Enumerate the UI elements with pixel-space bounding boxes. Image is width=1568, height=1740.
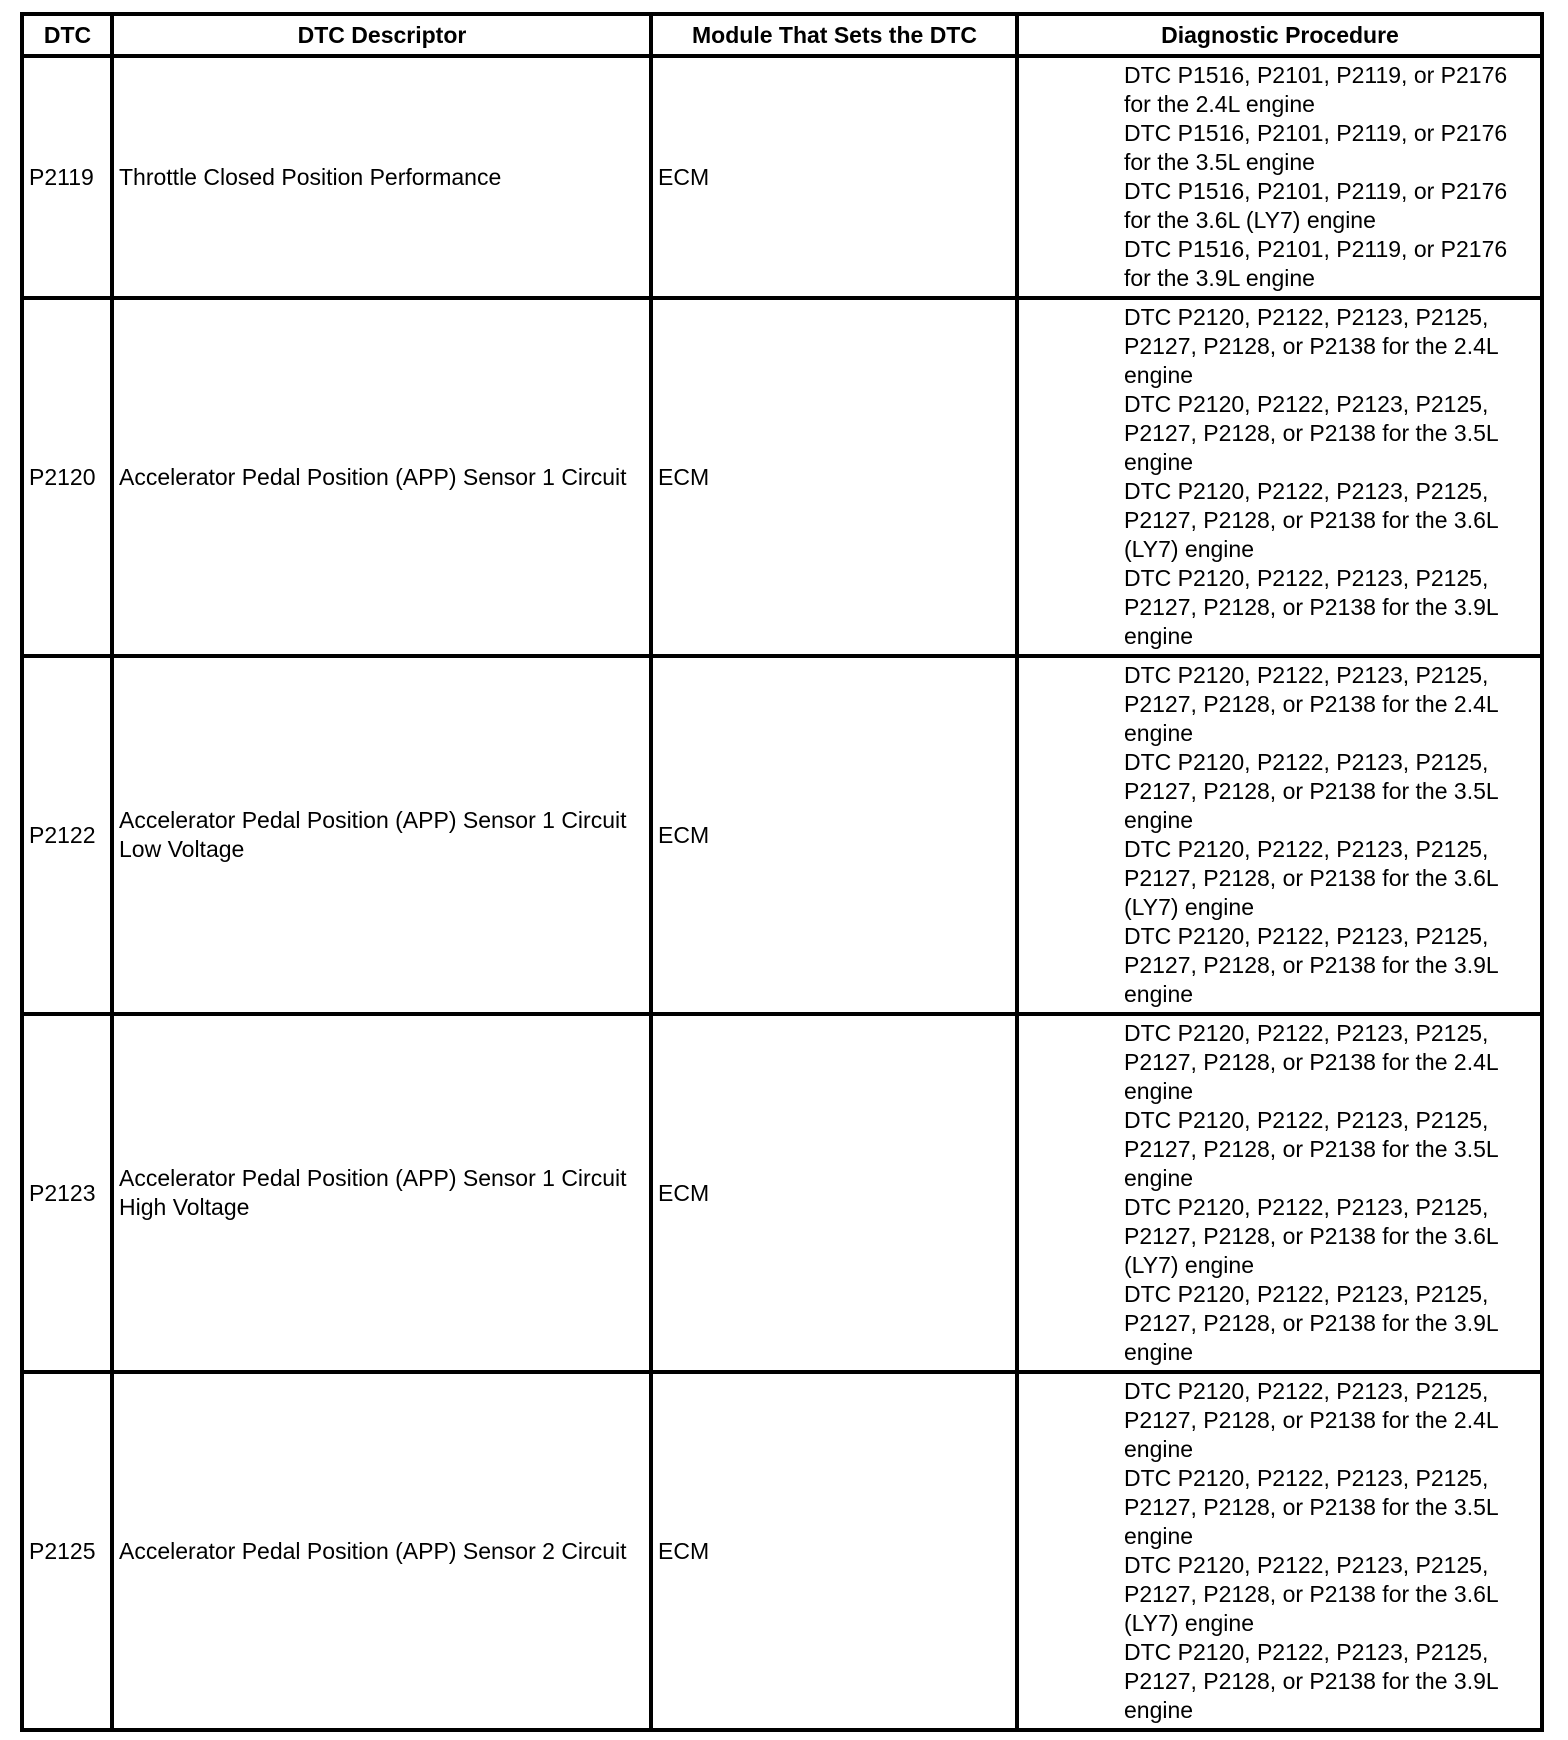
- dtc-descriptor: Accelerator Pedal Position (APP) Sensor 1 Circuit High Voltage: [112, 1014, 651, 1372]
- dtc-code: P2122: [22, 656, 112, 1014]
- dtc-code: P2119: [22, 56, 112, 298]
- procedure-link[interactable]: DTC P2120, P2122, P2123, P2125, P2127, P2128, or P2138 for the 3.9L engine: [1124, 1639, 1498, 1723]
- dtc-descriptor: Accelerator Pedal Position (APP) Sensor 1 Circuit Low Voltage: [112, 656, 651, 1014]
- procedure-link[interactable]: DTC P2120, P2122, P2123, P2125, P2127, P2128, or P2138 for the 3.6L (LY7) engine: [1124, 1552, 1498, 1636]
- procedure-link[interactable]: DTC P1516, P2101, P2119, or P2176 for the 3.6L (LY7) engine: [1124, 178, 1508, 233]
- table-row: [22, 1372, 1542, 1730]
- diagnostic-procedure: [1017, 656, 1542, 1014]
- dtc-descriptor: Accelerator Pedal Position (APP) Sensor 1 Circuit: [112, 298, 651, 656]
- dtc-code: P2125: [22, 1372, 112, 1730]
- header-dtc-descriptor: DTC Descriptor: [112, 14, 651, 56]
- header-dtc: DTC: [22, 14, 112, 56]
- header-row: [22, 14, 1542, 56]
- table-row: [22, 298, 1542, 656]
- module: ECM: [651, 1372, 1017, 1730]
- diagnostic-procedure: [1017, 298, 1542, 656]
- module: ECM: [651, 656, 1017, 1014]
- dtc-code: P2123: [22, 1014, 112, 1372]
- procedure-link[interactable]: DTC P1516, P2101, P2119, or P2176 for the 3.9L engine: [1124, 236, 1508, 291]
- procedure-link[interactable]: DTC P2120, P2122, P2123, P2125, P2127, P2128, or P2138 for the 3.6L (LY7) engine: [1124, 478, 1498, 562]
- diagnostic-procedure: [1017, 1014, 1542, 1372]
- procedure-link[interactable]: DTC P2120, P2122, P2123, P2125, P2127, P2128, or P2138 for the 2.4L engine: [1124, 1020, 1498, 1104]
- procedure-link[interactable]: DTC P2120, P2122, P2123, P2125, P2127, P2128, or P2138 for the 3.5L engine: [1124, 1465, 1498, 1549]
- header-module: Module That Sets the DTC: [651, 14, 1017, 56]
- procedure-link[interactable]: DTC P2120, P2122, P2123, P2125, P2127, P2128, or P2138 for the 3.5L engine: [1124, 391, 1498, 475]
- dtc-table: [20, 12, 1544, 1732]
- procedure-link[interactable]: DTC P2120, P2122, P2123, P2125, P2127, P2128, or P2138 for the 3.6L (LY7) engine: [1124, 836, 1498, 920]
- table-row: [22, 56, 1542, 298]
- procedure-link[interactable]: DTC P2120, P2122, P2123, P2125, P2127, P2128, or P2138 for the 3.5L engine: [1124, 1107, 1498, 1191]
- procedure-link[interactable]: DTC P2120, P2122, P2123, P2125, P2127, P2128, or P2138 for the 3.6L (LY7) engine: [1124, 1194, 1498, 1278]
- procedure-link[interactable]: DTC P2120, P2122, P2123, P2125, P2127, P2128, or P2138 for the 3.5L engine: [1124, 749, 1498, 833]
- header-diagnostic-procedure: Diagnostic Procedure: [1017, 14, 1542, 56]
- procedure-link[interactable]: DTC P2120, P2122, P2123, P2125, P2127, P2128, or P2138 for the 3.9L engine: [1124, 1281, 1498, 1365]
- procedure-link[interactable]: DTC P2120, P2122, P2123, P2125, P2127, P2128, or P2138 for the 3.9L engine: [1124, 565, 1498, 649]
- dtc-descriptor: Throttle Closed Position Performance: [112, 56, 651, 298]
- procedure-link[interactable]: DTC P1516, P2101, P2119, or P2176 for the 2.4L engine: [1124, 62, 1508, 117]
- dtc-descriptor: Accelerator Pedal Position (APP) Sensor 2 Circuit: [112, 1372, 651, 1730]
- diagnostic-procedure: [1017, 1372, 1542, 1730]
- table-row: [22, 1014, 1542, 1372]
- procedure-link[interactable]: DTC P1516, P2101, P2119, or P2176 for the 3.5L engine: [1124, 120, 1508, 175]
- module: ECM: [651, 298, 1017, 656]
- module: ECM: [651, 1014, 1017, 1372]
- procedure-link[interactable]: DTC P2120, P2122, P2123, P2125, P2127, P2128, or P2138 for the 2.4L engine: [1124, 304, 1498, 388]
- procedure-link[interactable]: DTC P2120, P2122, P2123, P2125, P2127, P2128, or P2138 for the 3.9L engine: [1124, 923, 1498, 1007]
- dtc-code: P2120: [22, 298, 112, 656]
- procedure-link[interactable]: DTC P2120, P2122, P2123, P2125, P2127, P2128, or P2138 for the 2.4L engine: [1124, 1378, 1498, 1462]
- diagnostic-procedure: [1017, 56, 1542, 298]
- procedure-link[interactable]: DTC P2120, P2122, P2123, P2125, P2127, P2128, or P2138 for the 2.4L engine: [1124, 662, 1498, 746]
- table-row: [22, 656, 1542, 1014]
- module: ECM: [651, 56, 1017, 298]
